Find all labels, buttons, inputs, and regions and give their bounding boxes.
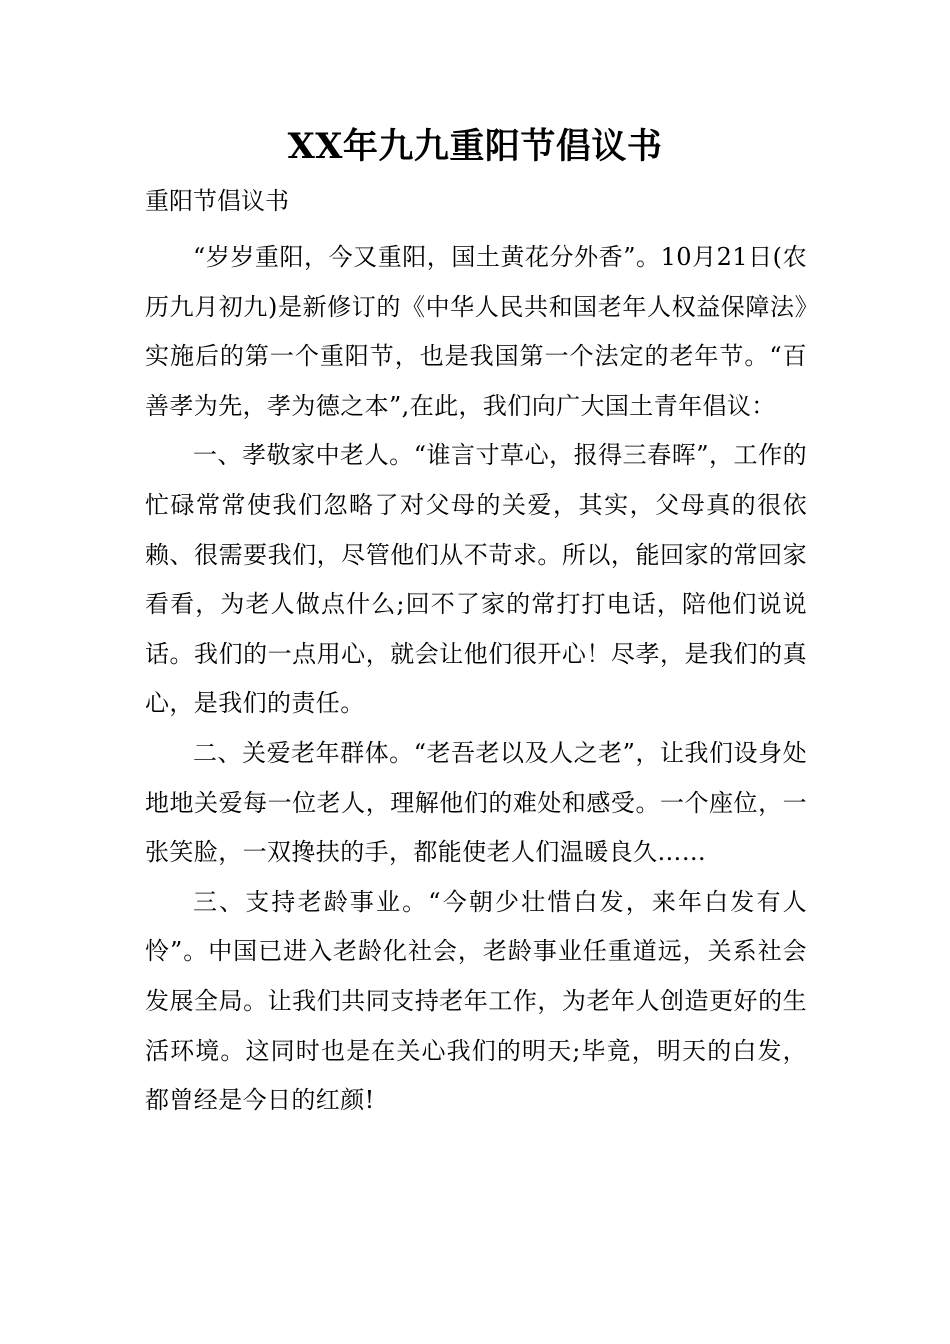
document-title: XX年九九重阳节倡议书	[287, 126, 663, 167]
paragraph-intro: “岁岁重阳，今又重阳，国土黄花分外香”。10月21日(农历九月初九)是新修订的《中华人民共和国老年人权益保障法》实施后的第一个重阳节，也是我国第一个法定的老年节。“百善孝为先，孝为德之本”,在此，我们向广大国土青年倡议：	[145, 243, 807, 420]
document-subtitle: 重阳节倡议书	[145, 187, 289, 215]
paragraph-two: 二、关爱老年群体。“老吾老以及人之老”，让我们设身处地地关爱每一位老人，理解他们的难处和感受。一个座位，一张笑脸，一双搀扶的手，都能使老人们温暖良久……	[145, 738, 807, 867]
document-body	[145, 233, 807, 1126]
paragraph-three: 三、支持老龄事业。“今朝少壮惜白发，来年白发有人怜”。中国已进入老龄化社会，老龄事业任重道远，关系社会发展全局。让我们共同支持老年工作，为老年人创造更好的生活环境。这同时也是在关心我们的明天;毕竟，明天的白发，都曾经是今日的红颜!	[145, 887, 807, 1115]
paragraph-one: 一、孝敬家中老人。“谁言寸草心，报得三春晖”，工作的忙碌常常使我们忽略了对父母的关爱，其实，父母真的很依赖、很需要我们，尽管他们从不苛求。所以，能回家的常回家看看，为老人做点什么;回不了家的常打打电话，陪他们说说话。我们的一点用心，就会让他们很开心！尽孝，是我们的真心，是我们的责任。	[145, 441, 807, 718]
